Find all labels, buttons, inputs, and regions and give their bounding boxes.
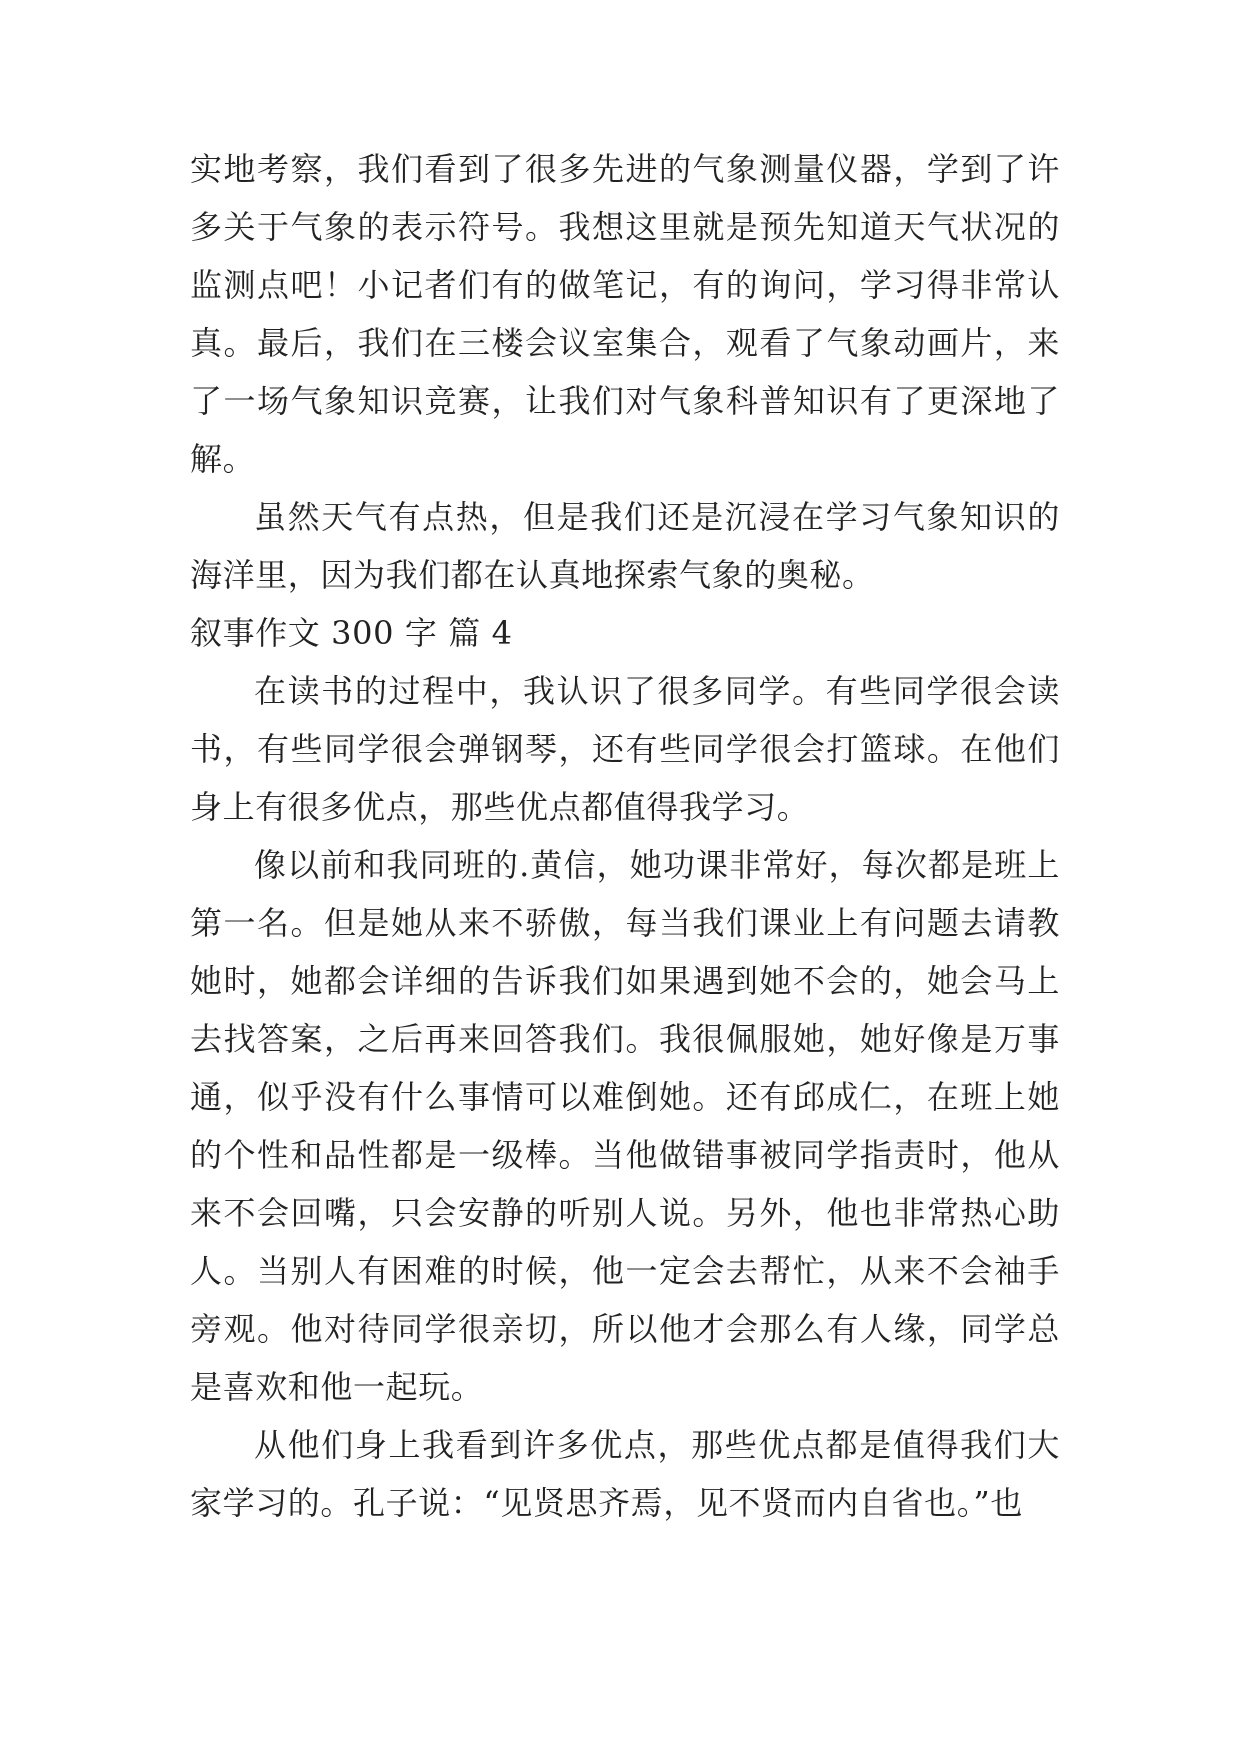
- document-body: [190, 140, 1060, 1532]
- section-heading: 叙事作文 300 字 篇 4: [190, 614, 513, 652]
- paragraph-continued: 实地考察，我们看到了很多先进的气象测量仪器，学到了许多关于气象的表示符号。我想这里就是预先知道天气状况的监测点吧！小记者们有的做笔记，有的询问，学习得非常认真。最后，我们在三楼会议室集合，观看了气象动画片，来了一场气象知识竞赛，让我们对气象科普知识有了更深地了解。: [190, 150, 1060, 478]
- paragraph: 在读书的过程中，我认识了很多同学。有些同学很会读书，有些同学很会弹钢琴，还有些同学很会打篮球。在他们身上有很多优点，那些优点都值得我学习。: [190, 672, 1060, 826]
- paragraph: 从他们身上我看到许多优点，那些优点都是值得我们大家学习的。孔子说：“见贤思齐焉，见不贤而内自省也。”也: [190, 1426, 1060, 1522]
- paragraph: 虽然天气有点热，但是我们还是沉浸在学习气象知识的海洋里，因为我们都在认真地探索气象的奥秘。: [190, 498, 1060, 594]
- paragraph: 像以前和我同班的.黄信，她功课非常好，每次都是班上第一名。但是她从来不骄傲，每当我们课业上有问题去请教她时，她都会详细的告诉我们如果遇到她不会的，她会马上去找答案，之后再来回答我们。我很佩服她，她好像是万事通，似乎没有什么事情可以难倒她。还有邱成仁，在班上她的个性和品性都是一级棒。当他做错事被同学指责时，他从来不会回嘴，只会安静的听别人说。另外，他也非常热心助人。当别人有困难的时候，他一定会去帮忙，从来不会袖手旁观。他对待同学很亲切，所以他才会那么有人缘，同学总是喜欢和他一起玩。: [190, 846, 1060, 1406]
